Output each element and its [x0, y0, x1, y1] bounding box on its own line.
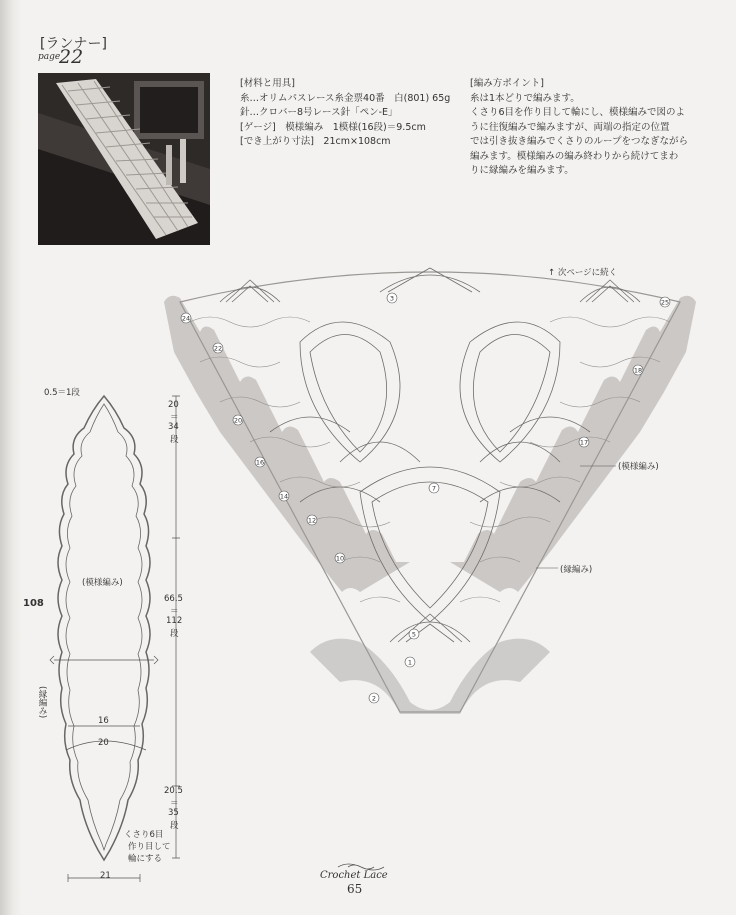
row-number: 12	[307, 516, 317, 525]
width-16-label: 16	[98, 716, 109, 726]
bottom-dimension: 20.5	[164, 786, 183, 796]
start-note-line: くさり6目	[124, 830, 164, 840]
crochet-chart	[160, 262, 700, 726]
chart-edging-label: (縁編み)	[560, 565, 593, 575]
page-number: 65	[347, 882, 363, 896]
gauge-line: [ゲージ] 模様編み 1模様(16段)＝9.5cm	[240, 121, 426, 133]
runner-outline	[58, 396, 150, 860]
materials-line: 針…クロバー8号レース針「ペン-E」	[240, 107, 398, 118]
row-number: 7	[431, 484, 437, 493]
row-number: 3	[389, 294, 395, 303]
row-number: 25	[660, 298, 670, 307]
width-20-label: 20	[98, 738, 109, 748]
top-dimension: 20	[168, 400, 179, 410]
page-gutter-shadow	[0, 0, 22, 915]
row-number: 10	[335, 554, 345, 563]
runner-photo	[38, 73, 210, 245]
top-rows: 34	[168, 422, 179, 432]
row-number: 5	[411, 630, 417, 639]
row-number: 1	[407, 658, 413, 667]
bottom-width-label: 21	[100, 871, 111, 881]
pattern-title: [ランナー]	[40, 36, 107, 52]
row-number: 20	[233, 416, 243, 425]
middle-dimension-equals: ＝	[170, 607, 179, 617]
row-number: 22	[213, 344, 223, 353]
edging-band	[164, 296, 696, 714]
points-line: りに縁編みを編みます。	[470, 165, 574, 176]
start-note-line: 作り目して	[128, 842, 171, 852]
start-note-line: 輪にする	[128, 854, 163, 864]
points-line: 糸は1本どりで編みます。	[470, 92, 580, 104]
bottom-rows-unit: 段	[170, 821, 179, 831]
materials-line: 糸…オリムパスレース糸金票40番 白(801) 65g	[240, 92, 451, 104]
bottom-dimension-equals: ＝	[170, 799, 179, 809]
schematic-pattern-label: (模様編み)	[82, 578, 123, 588]
row-number: 17	[579, 438, 589, 447]
row-number: 24	[181, 314, 191, 323]
points-line: 編みます。模様編みの編み終わりから続けてまわ	[470, 150, 679, 162]
chart-pattern-label: (模様編み)	[618, 462, 659, 472]
middle-rows-unit: 段	[170, 629, 179, 639]
row-number: 18	[633, 366, 643, 375]
finished-size-line: [でき上がり寸法] 21cm×108cm	[240, 136, 391, 147]
points-heading: [編み方ポイント]	[470, 78, 544, 89]
points-line: くさり6目を作り目して輪にし、模様編みで図のよ	[470, 107, 686, 118]
width-arrow	[50, 656, 158, 664]
materials-heading: [材料と用具]	[240, 78, 295, 89]
points-line: うに往復編みで編みますが、両端の指定の位置	[470, 121, 670, 133]
bottom-rows: 35	[168, 808, 179, 818]
schematic-tip-label: 0.5＝1段	[44, 388, 80, 398]
middle-rows: 112	[166, 616, 183, 626]
points-line: では引き抜き編みでくさりのループをつなぎながら	[470, 136, 689, 147]
side-page-number: 108	[23, 598, 44, 609]
materials-section	[240, 77, 460, 150]
row-number: 16	[255, 458, 265, 467]
footer-brand: Crochet Lace	[320, 870, 388, 881]
top-rows-unit: 段	[170, 435, 179, 445]
chart-outline	[180, 272, 680, 712]
middle-dimension: 66.5	[164, 594, 183, 604]
continue-next-page-note: ↑ 次ページに続く	[548, 268, 618, 278]
row-number-markers	[181, 293, 670, 703]
top-dimension-equals: ＝	[170, 413, 179, 423]
schematic-edging-label: (縁編み)	[37, 686, 47, 719]
points-section	[470, 77, 702, 179]
page-ref-number: 22	[59, 46, 84, 68]
row-number: 2	[371, 694, 377, 703]
row-number: 14	[279, 492, 289, 501]
page-ref-label: page	[38, 52, 61, 62]
